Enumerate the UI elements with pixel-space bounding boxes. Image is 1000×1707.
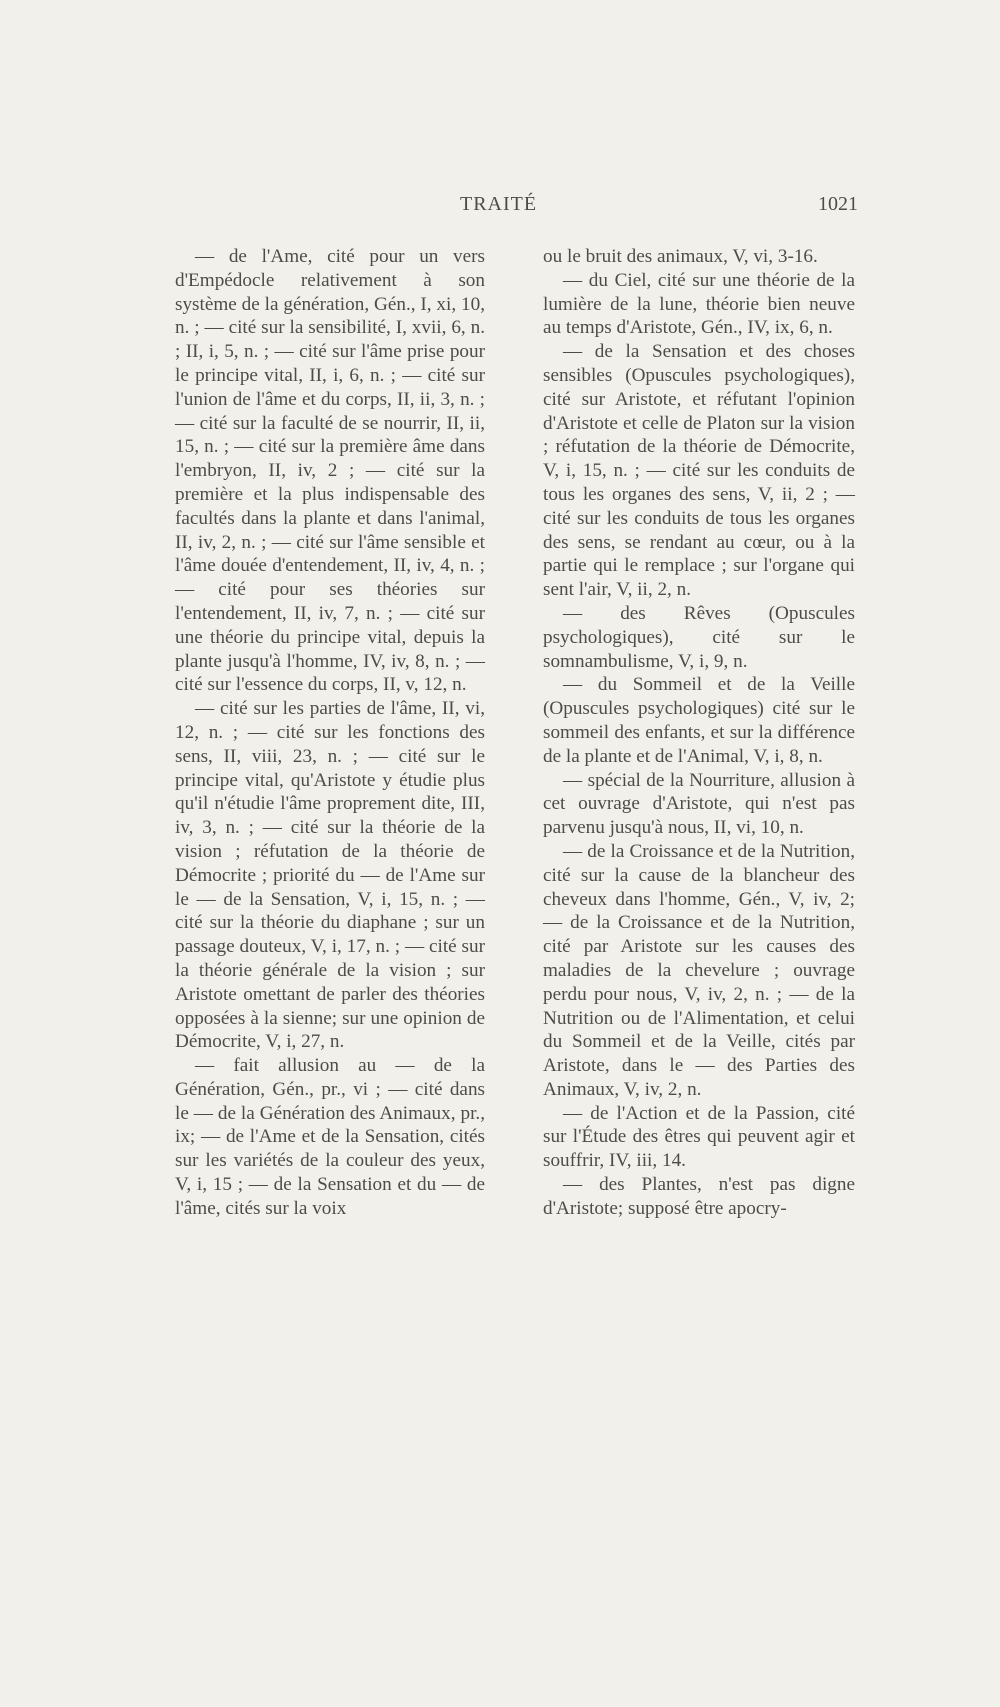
- index-entry-continuation: ou le bruit des animaux, V, vi, 3-16.: [543, 246, 818, 267]
- index-entry: — des Plantes, n'est pas digne d'Aristote; supposé être apocry-: [543, 1174, 855, 1219]
- right-column: [543, 245, 855, 1221]
- index-entry: — cité sur les parties de l'âme, II, vi, 12, n. ; — cité sur les fonctions des sens, II, viii, 23, n. ; — cité sur le principe vital, qu'Aristote y étudie plus qu'il n'étudie l'âme proprement dite, III, iv, 3, n. ; — cité sur la théorie de la vision ; réfutation de la théorie de Démocrite ; priorité du — de l'Ame sur le — de la Sensation, V, i, 15, n. ; — cité sur la théorie du diaphane ; sur un passage douteux, V, i, 17, n. ; — cité sur la théorie générale de la vision ; sur Aristote omettant de parler des théories opposées à la sienne; sur une opinion de Démocrite, V, i, 27, n.: [175, 698, 485, 1053]
- index-entry: — spécial de la Nourriture, allusion à cet ouvrage d'Aristote, qui n'est pas parvenu jusqu'à nous, II, vi, 10, n.: [543, 769, 855, 839]
- index-entry: — fait allusion au — de la Génération, Gén., pr., vi ; — cité dans le — de la Génération des Animaux, pr., ix; — de l'Ame et de la Sensation, cités sur les variétés de la couleur des yeux, V, i, 15 ; — de la Sensation et du — de l'âme, cités sur la voix: [175, 1055, 485, 1219]
- index-entry: — du Ciel, cité sur une théorie de la lumière de la lune, théorie bien neuve au temps d'Aristote, Gén., IV, ix, 6, n.: [543, 269, 855, 339]
- index-entry: — de l'Ame, cité pour un vers d'Empédocle relativement à son système de la génération, Gén., I, xi, 10, n. ; — cité sur la sensibilité, I, xvii, 6, n. ; II, i, 5, n. ; — cité sur l'âme prise pour le principe vital, II, i, 6, n. ; — cité sur l'union de l'âme et du corps, II, ii, 3, n. ; — cité sur la faculté de se nourrir, II, ii, 15, n. ; — cité sur la première âme dans l'embryon, II, iv, 2 ; — cité sur la première et la plus indispensable des facultés dans la plante et dans l'animal, II, iv, 2, n. ; — cité sur l'âme sensible et l'âme douée d'entendement, II, iv, 4, n. ; — cité pour ses théories sur l'entendement, II, iv, 7, n. ; — cité sur une théorie du principe vital, depuis la plante jusqu'à l'homme, IV, iv, 8, n. ; — cité sur l'essence du corps, II, v, 12, n.: [175, 246, 485, 696]
- index-entry: — du Sommeil et de la Veille (Opuscules psychologiques) cité sur le sommeil des enfants, et sur la différence de la plante et de l'Animal, V, i, 8, n.: [543, 674, 855, 767]
- index-entry: — de la Sensation et des choses sensibles (Opuscules psychologiques), cité sur Aristote, et réfutant l'opinion d'Aristote et celle de Platon sur la vision ; réfutation de la théorie de Démocrite, V, i, 15, n. ; — cité sur les conduits de tous les organes des sens, V, ii, 2 ; — cité sur les conduits de tous les organes des sens, se rendant au cœur, ou à la partie qui le remplace ; sur l'organe qui sent l'air, V, ii, 2, n.: [543, 341, 855, 601]
- left-column: [175, 245, 485, 1221]
- running-head: [175, 193, 858, 219]
- page-number: 1021: [818, 193, 858, 215]
- running-head-title: TRAITÉ: [460, 193, 538, 215]
- index-entry: — de l'Action et de la Passion, cité sur l'Étude des êtres qui peuvent agir et souffrir, IV, iii, 14.: [543, 1102, 855, 1172]
- index-entry: — de la Croissance et de la Nutrition, cité sur la cause de la blancheur des cheveux dans l'homme, Gén., V, iv, 2; — de la Croissance et de la Nutrition, cité par Aristote sur les causes des maladies de la chevelure ; ouvrage perdu pour nous, V, iv, 2, n. ; — de la Nutrition ou de l'Alimentation, et celui du Sommeil et de la Veille, cités par Aristote, dans le — des Parties des Animaux, V, iv, 2, n.: [543, 840, 855, 1100]
- index-entry: — des Rêves (Opuscules psychologiques), cité sur le somnambulisme, V, i, 9, n.: [543, 602, 855, 672]
